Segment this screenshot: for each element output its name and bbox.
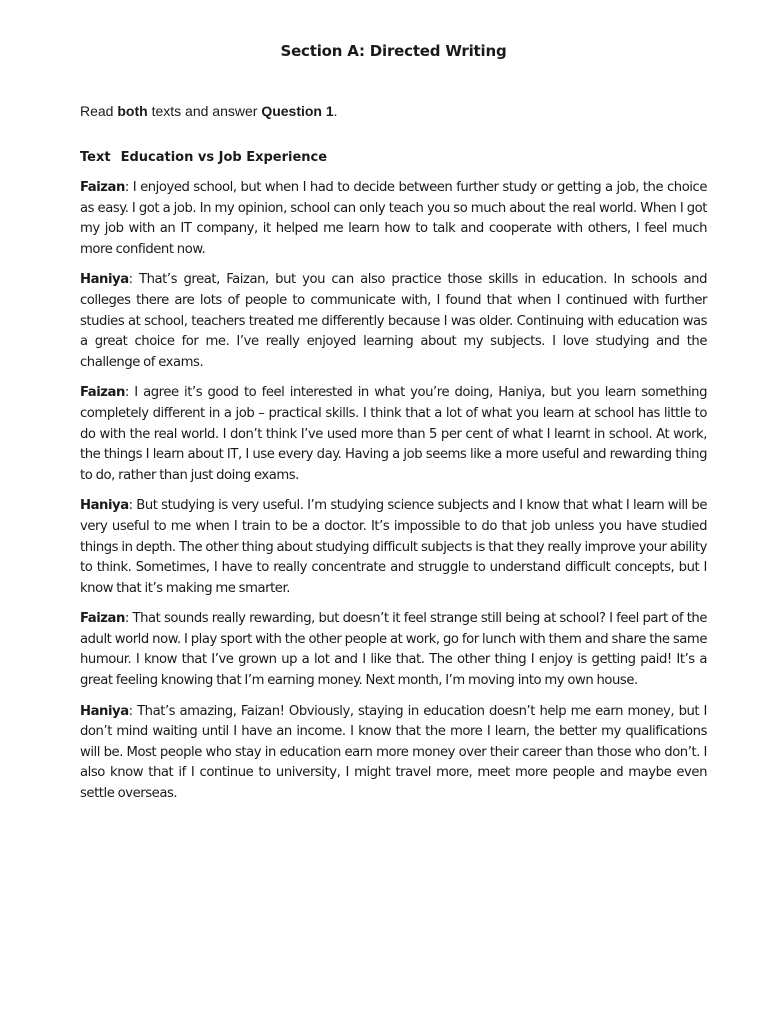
turn-text: I agree it’s good to feel interested in what you’re doing, Haniya, but you learn something completely different in a job – practical skills. I think that a lot of what you learn at school has little to do with the real world. I don’t think I’ve used more than 5 per cent of what I learnt in school. At work, the things I learn about IT, I use every day. Having a job seems like a more useful and rewarding thing to do, rather than just doing exams. bbox=[80, 385, 707, 483]
speaker-name: Haniya bbox=[80, 498, 129, 514]
dialogue-turn bbox=[80, 178, 707, 260]
instruction-part-2: texts and answer bbox=[147, 103, 262, 119]
speaker-separator: : bbox=[128, 272, 133, 288]
speaker-name: Haniya bbox=[80, 272, 129, 288]
text-heading bbox=[80, 150, 327, 165]
section-title: Section A: Directed Writing bbox=[280, 42, 507, 60]
turn-text: That’s great, Faizan, but you can also practice those skills in education. In schools and colleges there are lots of people to communicate with, I found that when I continued with further studies at school, teachers treated me differently because I was older. Continuing with education was a great choice for me. I’ve really enjoyed learning about my subjects. I love studying and the challenge of exams. bbox=[80, 272, 707, 370]
speaker-name: Faizan bbox=[80, 180, 125, 195]
speaker-name: Haniya bbox=[80, 703, 129, 719]
turn-text: But studying is very useful. I’m studying science subjects and I know that what I learn will be very useful to me when I train to be a doctor. It’s impossible to do that job unless you have studied things in depth. The other thing about studying difficult subjects is that they really improve your ability to think. Sometimes, I have to really concentrate and struggle to understand difficult concepts, but I know that it’s making me smarter. bbox=[80, 498, 707, 596]
speaker-separator: : bbox=[128, 703, 133, 719]
turn-text: That sounds really rewarding, but doesn’t it feel strange still being at school? I feel part of the adult world now. I play sport with the other people at work, go for lunch with them and share the same humour. I know that I’ve grown up a lot and I like that. The other thing I enjoy is getting paid! It’s a great feeling knowing that I’m earning money. Next month, I’m moving into my own house. bbox=[80, 611, 707, 689]
instruction-bold-both: both bbox=[117, 103, 148, 119]
instruction-part-3: . bbox=[333, 103, 338, 119]
instruction-bold-question: Question 1 bbox=[261, 103, 334, 119]
dialogue-turn bbox=[80, 496, 707, 599]
speaker-separator: : bbox=[124, 180, 129, 195]
dialogue bbox=[80, 178, 707, 815]
text-heading-title: Education vs Job Experience bbox=[120, 150, 328, 165]
instruction-part-1: Read bbox=[80, 103, 118, 119]
dialogue-turn bbox=[80, 609, 707, 691]
speaker-name: Faizan bbox=[80, 611, 125, 627]
dialogue-turn bbox=[80, 270, 707, 373]
instruction bbox=[80, 103, 338, 119]
text-heading-label: Text bbox=[80, 150, 111, 165]
speaker-separator: : bbox=[124, 385, 129, 401]
speaker-separator: : bbox=[128, 498, 133, 514]
turn-text: I enjoyed school, but when I had to decide between further study or getting a job, the choice as easy. I got a job. In my opinion, school can only teach you so much about the real world. When I got my job with an IT company, it helped me learn how to talk and cooperate with others, I feel much more confident now. bbox=[80, 180, 707, 257]
dialogue-turn bbox=[80, 702, 707, 805]
turn-text: That’s amazing, Faizan! Obviously, staying in education doesn’t help me earn money, but I don’t mind waiting until I have an income. I know that the more I learn, the better my qualifications will be. Most people who stay in education earn more money over their career than those who don’t. I also know that if I continue to university, I might travel more, meet more people and maybe even settle overseas. bbox=[80, 703, 707, 802]
dialogue-turn bbox=[80, 383, 707, 486]
speaker-separator: : bbox=[124, 611, 129, 627]
speaker-name: Faizan bbox=[80, 385, 125, 401]
